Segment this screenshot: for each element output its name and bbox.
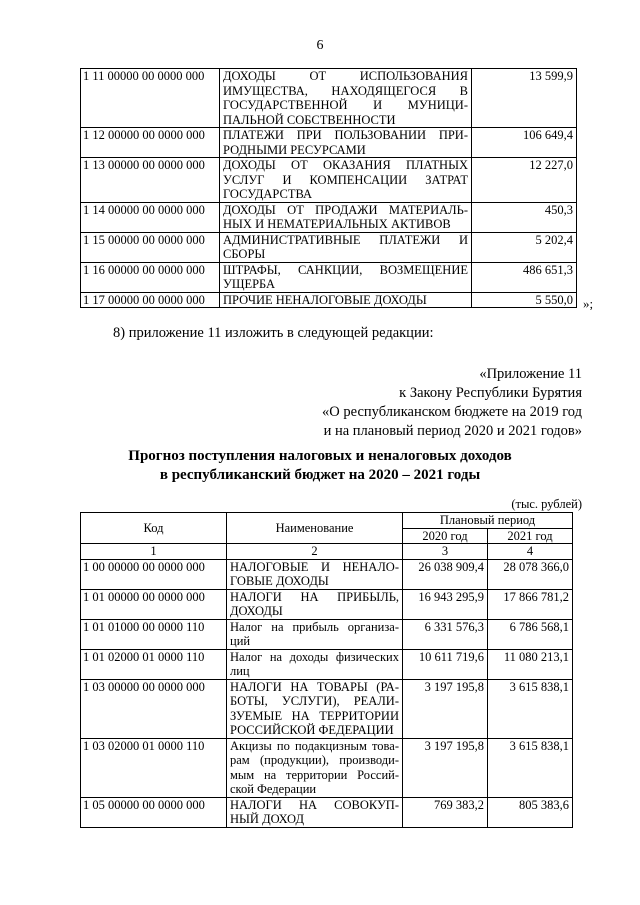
column-number: 1 — [81, 544, 227, 560]
revenue-name: Акцизы по подакцизным това-рам (продукции), производи-мым на территории Россий-ской Федерации — [227, 738, 403, 797]
header-year-2021: 2021 год — [488, 528, 573, 544]
value-2021: 6 786 568,1 — [488, 619, 573, 649]
column-number: 2 — [227, 544, 403, 560]
budget-code: 1 11 00000 00 0000 000 — [81, 69, 220, 128]
appendix-reference — [322, 365, 582, 441]
budget-code: 1 16 00000 00 0000 000 — [81, 262, 220, 292]
revenue-value: 486 651,3 — [472, 262, 577, 292]
unit-label: (тыс. рублей) — [511, 497, 582, 511]
value-2021: 3 615 838,1 — [488, 738, 573, 797]
revenue-value: 5 550,0 — [472, 292, 577, 308]
budget-code: 1 03 02000 01 0000 110 — [81, 738, 227, 797]
revenue-value: 12 227,0 — [472, 158, 577, 203]
revenue-name: ШТРАФЫ, САНКЦИИ, ВОЗМЕЩЕНИЕ УЩЕРБА — [220, 262, 472, 292]
column-number-row — [81, 544, 573, 560]
value-2021: 17 866 781,2 — [488, 589, 573, 619]
value-2020: 26 038 909,4 — [403, 559, 488, 589]
value-2020: 3 197 195,8 — [403, 679, 488, 738]
page-number: 6 — [316, 38, 324, 53]
revenue-value: 13 599,9 — [472, 69, 577, 128]
budget-code: 1 01 02000 01 0000 110 — [81, 649, 227, 679]
revenue-value: 5 202,4 — [472, 232, 577, 262]
appendix-line: «Приложение 11 — [479, 366, 582, 382]
revenue-name: АДМИНИСТРАТИВНЫЕ ПЛАТЕЖИ И СБОРЫ — [220, 232, 472, 262]
table-row — [81, 649, 573, 679]
budget-code: 1 01 00000 00 0000 000 — [81, 589, 227, 619]
value-2020: 10 611 719,6 — [403, 649, 488, 679]
title-line: в республиканский бюджет на 2020 – 2021 годы — [159, 467, 481, 483]
table-row — [81, 589, 573, 619]
revenue-name: ДОХОДЫ ОТ ИСПОЛЬЗОВАНИЯ ИМУЩЕСТВА, НАХОДЯЩЕГОСЯ В ГОСУДАРСТВЕННОЙ И МУНИЦИ-ПАЛЬНОЙ СОБСТВЕННОСТИ — [220, 69, 472, 128]
amendment-instruction: 8) приложение 11 изложить в следующей редакции: — [113, 325, 434, 341]
table-row — [81, 738, 573, 797]
revenue-value: 106 649,4 — [472, 128, 577, 158]
title-line: Прогноз поступления налоговых и неналоговых доходов — [128, 448, 512, 464]
closing-quote: »; — [583, 296, 594, 311]
value-2020: 6 331 576,3 — [403, 619, 488, 649]
revenue-name: НАЛОГИ НА ПРИБЫЛЬ, ДОХОДЫ — [227, 589, 403, 619]
appendix-line: и на плановый период 2020 и 2021 годов» — [323, 423, 582, 439]
table-row — [81, 292, 577, 308]
budget-code: 1 15 00000 00 0000 000 — [81, 232, 220, 262]
header-year-2020: 2020 год — [403, 528, 488, 544]
revenue-name: Налог на прибыль организа-ций — [227, 619, 403, 649]
revenue-name: Налог на доходы физических лиц — [227, 649, 403, 679]
revenue-name: НАЛОГИ НА ТОВАРЫ (РА-БОТЫ, УСЛУГИ), РЕАЛИ-ЗУЕМЫЕ НА ТЕРРИТОРИИ РОССИЙСКОЙ ФЕДЕРАЦИИ — [227, 679, 403, 738]
budget-code: 1 05 00000 00 0000 000 — [81, 797, 227, 827]
budget-code: 1 14 00000 00 0000 000 — [81, 202, 220, 232]
revenue-table-continued — [80, 68, 577, 308]
budget-code: 1 12 00000 00 0000 000 — [81, 128, 220, 158]
appendix-line: к Закону Республики Бурятия — [399, 385, 582, 401]
table-row — [81, 232, 577, 262]
document-title — [0, 447, 640, 485]
table-row — [81, 679, 573, 738]
budget-code: 1 01 01000 00 0000 110 — [81, 619, 227, 649]
budget-code: 1 03 00000 00 0000 000 — [81, 679, 227, 738]
budget-code: 1 13 00000 00 0000 000 — [81, 158, 220, 203]
value-2021: 3 615 838,1 — [488, 679, 573, 738]
revenue-name: НАЛОГИ НА СОВОКУП-НЫЙ ДОХОД — [227, 797, 403, 827]
value-2021: 11 080 213,1 — [488, 649, 573, 679]
revenue-forecast-table — [80, 512, 573, 828]
header-period: Плановый период — [403, 513, 573, 529]
header-row — [81, 513, 573, 529]
revenue-name: ДОХОДЫ ОТ ПРОДАЖИ МАТЕРИАЛЬ-НЫХ И НЕМАТЕРИАЛЬНЫХ АКТИВОВ — [220, 202, 472, 232]
value-2021: 28 078 366,0 — [488, 559, 573, 589]
table-row — [81, 202, 577, 232]
revenue-name: ПЛАТЕЖИ ПРИ ПОЛЬЗОВАНИИ ПРИ-РОДНЫМИ РЕСУРСАМИ — [220, 128, 472, 158]
revenue-value: 450,3 — [472, 202, 577, 232]
value-2020: 3 197 195,8 — [403, 738, 488, 797]
table-row — [81, 158, 577, 203]
table-row — [81, 262, 577, 292]
revenue-name: НАЛОГОВЫЕ И НЕНАЛО-ГОВЫЕ ДОХОДЫ — [227, 559, 403, 589]
table-row — [81, 619, 573, 649]
revenue-name: ДОХОДЫ ОТ ОКАЗАНИЯ ПЛАТНЫХ УСЛУГ И КОМПЕНСАЦИИ ЗАТРАТ ГОСУДАРСТВА — [220, 158, 472, 203]
column-number: 4 — [488, 544, 573, 560]
value-2021: 805 383,6 — [488, 797, 573, 827]
table-row — [81, 128, 577, 158]
value-2020: 16 943 295,9 — [403, 589, 488, 619]
budget-code: 1 17 00000 00 0000 000 — [81, 292, 220, 308]
appendix-line: «О республиканском бюджете на 2019 год — [322, 404, 582, 420]
budget-code: 1 00 00000 00 0000 000 — [81, 559, 227, 589]
table-row — [81, 559, 573, 589]
table-row — [81, 69, 577, 128]
table-row — [81, 797, 573, 827]
revenue-name: ПРОЧИЕ НЕНАЛОГОВЫЕ ДОХОДЫ — [220, 292, 472, 308]
value-2020: 769 383,2 — [403, 797, 488, 827]
header-code: Код — [81, 513, 227, 544]
header-name: Наименование — [227, 513, 403, 544]
column-number: 3 — [403, 544, 488, 560]
